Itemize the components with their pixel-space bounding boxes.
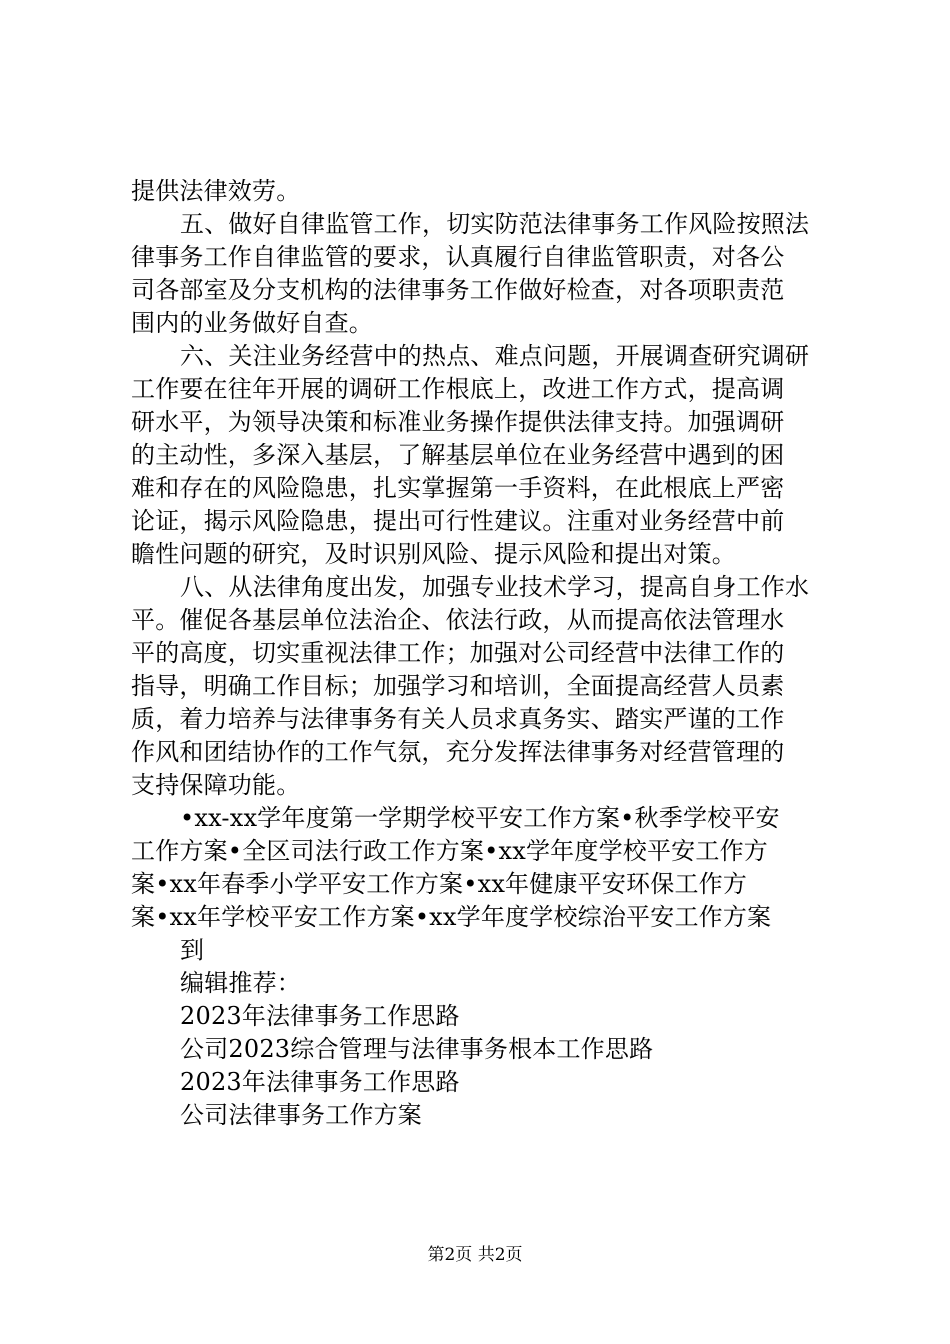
recommend-item: 公司法律事务工作方案 — [180, 1101, 422, 1129]
text-line: 质，着力培养与法律事务有关人员求真务实、踏实严谨的工作 — [131, 705, 785, 733]
recommend-item: 公司2023综合管理与法律事务根本工作思路 — [180, 1035, 654, 1063]
text-line: 司各部室及分支机构的法律事务工作做好检查，对各项职责范 — [131, 276, 785, 304]
text-line: 难和存在的风险隐患，扎实掌握第一手资料，在此根底上严密 — [131, 474, 785, 502]
text-line: 五、做好自律监管工作，切实防范法律事务工作风险按照法 — [180, 210, 810, 238]
text-line: 六、关注业务经营中的热点、难点问题，开展调查研究调研 — [180, 342, 810, 370]
related-links-line: 工作方案•全区司法行政工作方案•xx学年度学校平安工作方 — [131, 837, 768, 865]
text-line: 瞻性问题的研究，及时识别风险、提示风险和提出对策。 — [131, 540, 736, 568]
text-line: 支持保障功能。 — [131, 771, 301, 799]
recommend-item: 2023年法律事务工作思路 — [180, 1002, 460, 1030]
text-line: 围内的业务做好自查。 — [131, 309, 373, 337]
text-line: 律事务工作自律监管的要求，认真履行自律监管职责，对各公 — [131, 243, 785, 271]
related-links-line: 案•xx年学校平安工作方案•xx学年度学校综治平安工作方案 — [131, 903, 772, 931]
recommend-item: 2023年法律事务工作思路 — [180, 1068, 460, 1096]
text-line: 的主动性，多深入基层，了解基层单位在业务经营中遇到的困 — [131, 441, 785, 469]
text-line: 指导，明确工作目标；加强学习和培训，全面提高经营人员素 — [131, 672, 785, 700]
related-links-line: 案•xx年春季小学平安工作方案•xx年健康平安环保工作方 — [131, 870, 748, 898]
text-line: 工作要在往年开展的调研工作根底上，改进工作方式，提高调 — [131, 375, 785, 403]
text-line: 平。催促各基层单位法治企、依法行政，从而提高依法管理水 — [131, 606, 785, 634]
text-line: 八、从法律角度出发，加强专业技术学习，提高自身工作水 — [180, 573, 810, 601]
page-footer: 第2页 共2页 — [427, 1245, 523, 1265]
text-line: 提供法律效劳。 — [131, 177, 301, 205]
text-line: 论证，揭示风险隐患，提出可行性建议。注重对业务经营中前 — [131, 507, 785, 535]
text-line: 到 — [180, 936, 205, 964]
text-line: 平的高度，切实重视法律工作；加强对公司经营中法律工作的 — [131, 639, 785, 667]
related-links-line: •xx-xx学年度第一学期学校平安工作方案•秋季学校平安 — [180, 804, 780, 832]
editor-recommend-heading: 编辑推荐： — [180, 969, 301, 997]
text-line: 研水平，为领导决策和标准业务操作提供法律支持。加强调研 — [131, 408, 785, 436]
text-line: 作风和团结协作的工作气氛，充分发挥法律事务对经营管理的 — [131, 738, 785, 766]
